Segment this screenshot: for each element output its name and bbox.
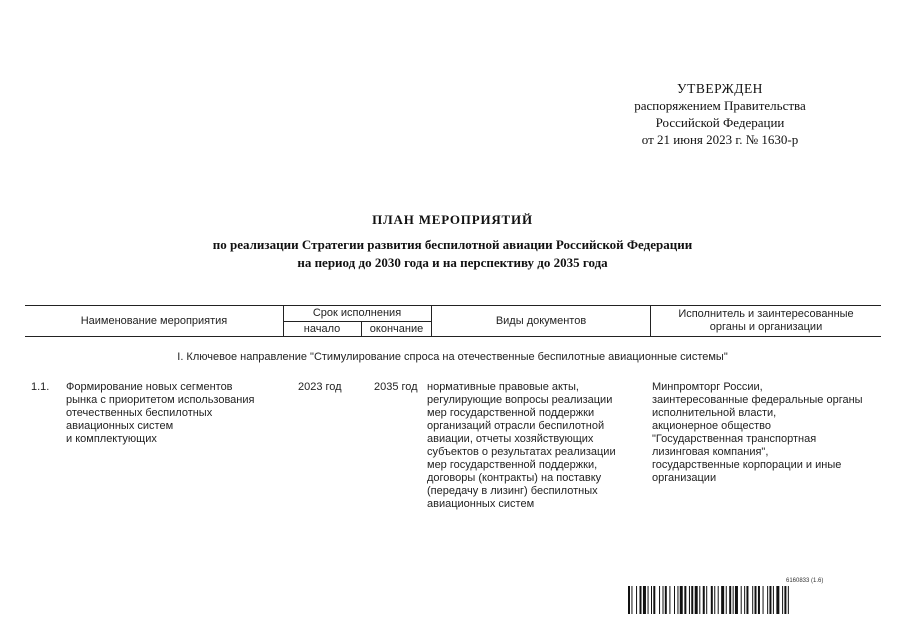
row-name-line: авиационных систем [66,420,174,432]
header-name: Наименование мероприятия [80,314,228,327]
row-name-line: и комплектующих [66,433,157,445]
row-documents-line: авиации, отчеты хозяйствующих [427,433,594,445]
document-subtitle [0,236,905,272]
row-documents-line: регулирующие вопросы реализации [427,394,613,406]
barcode-number: 6160833 (1.6) [786,578,824,584]
row-executors [652,381,863,485]
approval-line-1: распоряжением Правительства [634,98,806,113]
row-documents-line: мер государственной поддержки [427,407,595,419]
row-documents-line: договоры (контракты) на поставку [427,472,602,484]
subtitle-line-1: по реализации Стратегии развития беспилотной авиации Российской Федерации [212,237,693,252]
approval-block [590,80,850,148]
row-name-line: отечественных беспилотных [66,407,213,419]
approval-line-3: от 21 июня 2023 г. № 1630-р [641,132,799,147]
row-name-line: Формирование новых сегментов [66,381,233,393]
approval-heading: УТВЕРЖДЕН [677,81,763,96]
row-documents-line: нормативные правовые акты, [427,381,579,393]
row-documents-line: (передачу в лизинг) беспилотных [427,485,598,497]
header-documents: Виды документов [495,314,587,327]
subtitle-line-2: на период до 2030 года и на перспективу до 2035 года [297,255,608,270]
header-term: Срок исполнения [312,307,402,319]
barcode-image [628,586,856,614]
row-executors-line: Минпромторг России, [652,381,763,393]
header-end: окончание [369,323,424,335]
row-executors-line: акционерное общество [652,420,772,432]
row-executors-line: лизинговая компания", [652,446,769,458]
row-name-line: рынка с приоритетом использования [66,394,255,406]
row-documents-line: авиационных систем [427,498,535,510]
row-executors-line: заинтересованные федеральные органы [652,394,863,406]
approval-line-2: Российской Федерации [655,115,785,130]
row-end: 2035 год [374,381,418,393]
document-title: ПЛАН МЕРОПРИЯТИЙ [372,212,533,227]
row-executors-line: государственные корпорации и иные [652,459,842,471]
header-start: начало [303,323,341,335]
row-start: 2023 год [298,381,342,393]
header-executors: Исполнитель и заинтересованные органы и организации [678,308,854,333]
row-executors-line: организации [652,472,717,484]
row-name [66,381,254,446]
row-documents-line: субъектов о результатах реализации [427,446,616,458]
row-documents [427,381,616,511]
row-documents-line: организаций отрасли беспилотной [427,420,605,432]
row-executors-line: "Государственная транспортная [652,433,817,445]
row-number: 1.1. [31,381,50,393]
row-executors-line: исполнительной власти, [652,407,777,419]
table-header [25,305,881,337]
row-documents-line: мер государственной поддержки, [427,459,598,471]
section-title: I. Ключевое направление "Стимулирование спроса на отечественные беспилотные авиационные системы" [177,351,728,363]
